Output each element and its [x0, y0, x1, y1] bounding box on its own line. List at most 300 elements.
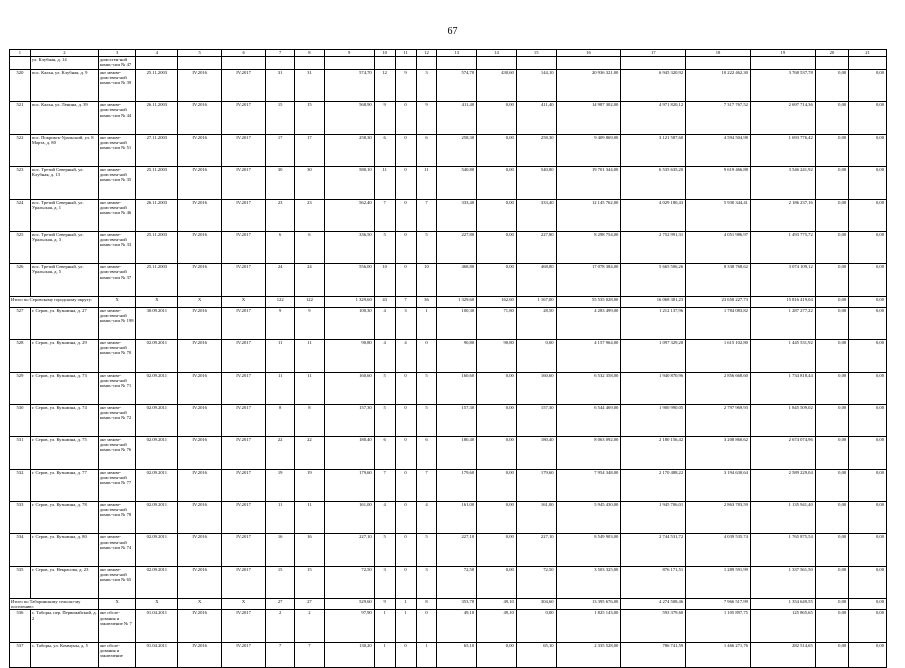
table-cell: X	[98, 296, 136, 307]
table-cell: 11	[295, 372, 324, 404]
table-cell: IV.2016	[178, 404, 222, 436]
table-cell: 24	[266, 264, 295, 296]
table-cell: 0,00	[849, 264, 887, 296]
table-cell: с. Таборы, ул. Коммуны, д. 5	[30, 642, 98, 667]
table-cell: 02.09.2011	[136, 404, 178, 436]
table-cell: 19	[266, 469, 295, 501]
table-cell: IV.2016	[178, 502, 222, 534]
table-cell: 7	[374, 469, 395, 501]
total-label: Итого по Серовскому городскому округу:	[10, 296, 99, 307]
table-row	[10, 404, 887, 436]
table-cell: г. Серов, ул. Кузьмина, д. 75	[30, 437, 98, 469]
column-number: 4	[136, 50, 178, 57]
table-cell: 4 971 820,12	[621, 102, 686, 134]
table-cell: 0,00	[849, 296, 887, 307]
table-cell: 0	[395, 134, 416, 166]
table-cell: 122	[295, 296, 324, 307]
table-cell: 144,10	[516, 70, 556, 102]
table-cell: 574,70	[437, 70, 477, 102]
table-cell	[416, 57, 437, 70]
table-cell: 6	[416, 437, 437, 469]
table-cell: 2 170 488,22	[621, 469, 686, 501]
table-cell: 0,00	[849, 199, 887, 231]
table-cell: 90,80	[324, 340, 374, 372]
table-cell: 0,00	[849, 469, 887, 501]
column-number: 11	[395, 50, 416, 57]
table-cell: 31	[266, 70, 295, 102]
table-cell: 49,10	[477, 610, 517, 642]
table-cell: 4 157 964,00	[556, 340, 621, 372]
column-number: 5	[178, 50, 222, 57]
table-cell: 1 329,60	[324, 296, 374, 307]
table-row	[10, 340, 887, 372]
table-cell: 0,00	[815, 372, 848, 404]
table-cell: 22	[266, 437, 295, 469]
table-cell: 179,60	[516, 469, 556, 501]
table-cell: 0,00	[849, 599, 887, 610]
column-number: 18	[686, 50, 751, 57]
column-number: 2	[30, 50, 98, 57]
table-cell: пос. Третий Северный, ул. Уральская, д. 5	[30, 264, 98, 296]
table-cell: 534	[10, 534, 31, 566]
table-cell: 0,00	[849, 167, 887, 199]
table-cell	[136, 57, 178, 70]
table-cell: 6 544 469,00	[556, 404, 621, 436]
table-cell: 65,10	[516, 642, 556, 667]
column-number: 1	[10, 50, 31, 57]
table-cell: IV.2017	[222, 70, 266, 102]
table-cell: 6	[374, 134, 395, 166]
table-cell: 3	[416, 70, 437, 102]
table-cell: акт межве-домствен-ной комис-сии № 198	[98, 307, 136, 339]
table-cell	[374, 57, 395, 70]
table-cell: 97,90	[324, 610, 374, 642]
table-cell	[10, 57, 31, 70]
table-cell: 157,30	[324, 404, 374, 436]
table-cell: 568,90	[324, 102, 374, 134]
table-cell: акт межве-домствен-ной комис-сии № 74	[98, 534, 136, 566]
table-cell: 100,30	[324, 307, 374, 339]
table-cell: 0,00	[849, 340, 887, 372]
table-cell: акт межве-домствен-ной комис-сии № 78	[98, 502, 136, 534]
table-row	[10, 469, 887, 501]
table-cell: 161,00	[516, 502, 556, 534]
table-cell: г. Серов, ул. Кузьмина, д. 74	[30, 404, 98, 436]
table-row	[10, 231, 887, 263]
table-cell: IV.2017	[222, 340, 266, 372]
table-cell: 3 208 860,62	[686, 437, 751, 469]
table-cell: IV.2016	[178, 340, 222, 372]
table-cell: X	[136, 599, 178, 610]
table-cell: IV.2017	[222, 502, 266, 534]
table-cell	[266, 57, 295, 70]
table-cell: 25.11.2003	[136, 264, 178, 296]
table-cell: 17 078 384,00	[556, 264, 621, 296]
table-cell: 0	[395, 642, 416, 667]
table-cell: 4 029 180,43	[621, 199, 686, 231]
table-cell	[815, 57, 848, 70]
table-cell: 537	[10, 642, 31, 667]
table-cell: 65,10	[437, 642, 477, 667]
table-cell: 3	[374, 566, 395, 598]
table-cell: 5	[416, 534, 437, 566]
table-cell: 2 335 528,00	[556, 642, 621, 667]
table-cell: 530	[10, 404, 31, 436]
table-cell: 3 503 325,00	[556, 566, 621, 598]
table-cell: 5	[374, 534, 395, 566]
table-cell: 0,00	[815, 70, 848, 102]
table-cell: IV.2016	[178, 566, 222, 598]
table-cell: 26.11.2003	[136, 199, 178, 231]
table-cell: X	[98, 599, 136, 610]
table-cell: 23 650 227,73	[686, 296, 751, 307]
table-cell: 180,40	[324, 437, 374, 469]
table-cell: 0,00	[477, 469, 517, 501]
table-cell: 2	[266, 610, 295, 642]
table-cell: 1 354 649,55	[750, 599, 815, 610]
table-cell: 157,30	[516, 404, 556, 436]
table-cell: 1 493 775,72	[750, 231, 815, 263]
table-cell: 0,00	[815, 642, 848, 667]
table-cell: 0,00	[516, 610, 556, 642]
table-cell: 27.11.2003	[136, 134, 178, 166]
table-cell: 15	[295, 566, 324, 598]
table-cell: 5	[416, 404, 437, 436]
table-cell: г. Серов, ул. Некрасова, д. 23	[30, 566, 98, 598]
table-cell: 01.04.2011	[136, 610, 178, 642]
table-cell: 1 693 776,42	[750, 134, 815, 166]
table-cell: IV.2017	[222, 167, 266, 199]
table-cell: пос. Калья, ул. Ленина, д. 39	[30, 102, 98, 134]
table-cell: акт межве-домствен-ной комис-сии № 76	[98, 437, 136, 469]
table-cell: 4	[374, 307, 395, 339]
table-cell: 562,40	[324, 199, 374, 231]
table-cell: 125 865,65	[750, 610, 815, 642]
table-cell: IV.2017	[222, 231, 266, 263]
table-cell: акт межве-домствен-ной комис-сии № 51	[98, 134, 136, 166]
total-row	[10, 296, 887, 307]
table-cell: 90,80	[477, 340, 517, 372]
table-cell: 1 900 990,05	[621, 404, 686, 436]
table-cell: 31	[295, 70, 324, 102]
column-number-row	[10, 50, 887, 57]
table-cell: 122	[266, 296, 295, 307]
table-cell: 72,50	[437, 566, 477, 598]
table-cell: 49,10	[437, 610, 477, 642]
table-cell: X	[178, 296, 222, 307]
table-cell: 1	[374, 642, 395, 667]
table-cell: 49,10	[477, 599, 517, 610]
table-cell: 524	[10, 199, 31, 231]
table-cell: 282 514,65	[750, 642, 815, 667]
table-cell: 4 283 499,00	[556, 307, 621, 339]
table-cell: 7	[295, 642, 324, 667]
table-row	[10, 264, 887, 296]
table-cell: 7	[395, 296, 416, 307]
table-cell: 179,60	[437, 469, 477, 501]
table-cell: 2 180 156,42	[621, 437, 686, 469]
table-cell: 2 589 229,04	[750, 469, 815, 501]
table-cell: 0,00	[849, 642, 887, 667]
table-cell: 130,20	[324, 642, 374, 667]
table-cell: 529,60	[324, 599, 374, 610]
table-cell: IV.2016	[178, 167, 222, 199]
table-cell: 535	[10, 566, 31, 598]
table-cell: 0,00	[815, 610, 848, 642]
table-cell: 30.09.2011	[136, 307, 178, 339]
table-cell: 2 752 991,31	[621, 231, 686, 263]
table-cell: 1	[416, 642, 437, 667]
table-cell: 522	[10, 134, 31, 166]
table-cell: 0	[416, 610, 437, 642]
table-cell: 533	[10, 502, 31, 534]
data-table	[9, 49, 887, 668]
table-cell: 43	[374, 296, 395, 307]
table-cell: 0,00	[849, 102, 887, 134]
table-cell: 5 945 430,00	[556, 502, 621, 534]
table-cell: IV.2016	[178, 437, 222, 469]
table-cell: X	[136, 296, 178, 307]
table-cell: акт межве-домствен-ной комис-сии № 46	[98, 199, 136, 231]
table-cell: 161,00	[324, 502, 374, 534]
table-cell: 0,00	[477, 502, 517, 534]
table-cell: 0,00	[477, 231, 517, 263]
table-cell: 5 665 506,26	[621, 264, 686, 296]
table-cell: акт межве-домствен-ной комис-сии № 65	[98, 566, 136, 598]
table-cell: 02.09.2011	[136, 437, 178, 469]
table-row	[10, 307, 887, 339]
table-cell: IV.2016	[178, 307, 222, 339]
table-cell: 3 074 109,12	[750, 264, 815, 296]
table-cell: 1 615 102,80	[686, 340, 751, 372]
table-cell: 0,00	[849, 437, 887, 469]
table-cell: 0,00	[477, 134, 517, 166]
table-cell: 16 068 381,23	[621, 296, 686, 307]
table-cell: 10	[374, 264, 395, 296]
table-cell: г. Серов, ул. Кузьмина, д. 73	[30, 372, 98, 404]
table-cell: 0,00	[815, 102, 848, 134]
table-cell: 0,00	[477, 199, 517, 231]
table-cell: IV.2016	[178, 134, 222, 166]
column-number: 21	[849, 50, 887, 57]
table-cell: 22	[295, 437, 324, 469]
table-cell: 1 734 818,44	[750, 372, 815, 404]
table-cell: 4 274 508,46	[621, 599, 686, 610]
table-cell: 25.11.2003	[136, 231, 178, 263]
table-cell: 7	[266, 642, 295, 667]
table-cell: г. Серов, ул. Кузьмина, д. 78	[30, 502, 98, 534]
table-cell: 336,50	[324, 231, 374, 263]
table-cell	[556, 57, 621, 70]
table-cell: 20 936 321,00	[556, 70, 621, 102]
table-cell: 12	[374, 70, 395, 102]
column-number: 13	[437, 50, 477, 57]
table-cell: 1 135 941,40	[750, 502, 815, 534]
table-cell: 0,00	[815, 534, 848, 566]
table-cell: 258,30	[324, 134, 374, 166]
table-cell	[686, 57, 751, 70]
table-cell: 786 741,59	[621, 642, 686, 667]
table-cell: 1 167,00	[516, 296, 556, 307]
table-cell: 540,80	[516, 167, 556, 199]
table-cell: 11	[266, 502, 295, 534]
table-cell: 5 930 344,41	[686, 199, 751, 231]
table-cell: ул. Клубная, д. 14	[30, 57, 98, 70]
table-row	[10, 199, 887, 231]
column-number: 8	[295, 50, 324, 57]
table-cell: 227,80	[437, 231, 477, 263]
table-cell: 30	[295, 167, 324, 199]
table-cell: 353,70	[437, 599, 477, 610]
table-cell: 02.09.2011	[136, 372, 178, 404]
table-cell: 0	[416, 340, 437, 372]
table-cell: 1 940 870,96	[621, 372, 686, 404]
table-cell: 5	[374, 372, 395, 404]
table-cell: 526	[10, 264, 31, 296]
table-cell: 1 825 143,00	[556, 610, 621, 642]
table-cell: 527	[10, 307, 31, 339]
table-cell: 10	[416, 264, 437, 296]
table-cell: 72,50	[516, 566, 556, 598]
table-body	[10, 57, 887, 668]
table-cell: 0,00	[849, 231, 887, 263]
table-cell: 02.09.2011	[136, 502, 178, 534]
table-cell: 4	[374, 502, 395, 534]
table-cell: 179,60	[324, 469, 374, 501]
table-cell: 17	[295, 134, 324, 166]
table-cell: 540,80	[437, 167, 477, 199]
table-cell: 0,00	[849, 610, 887, 642]
table-cell: акт межве-домствен-ной комис-сии № 77	[98, 469, 136, 501]
table-cell: 11	[374, 167, 395, 199]
table-cell: 7	[416, 199, 437, 231]
table-cell: 4	[395, 340, 416, 372]
column-number: 12	[416, 50, 437, 57]
table-cell: 0,00	[815, 307, 848, 339]
table-cell: 2 856 668,60	[686, 372, 751, 404]
table-row	[10, 566, 887, 598]
table-cell: IV.2017	[222, 372, 266, 404]
table-cell: 10 222 462,30	[686, 70, 751, 102]
column-number: 9	[324, 50, 374, 57]
table-cell: 529	[10, 372, 31, 404]
table-cell: 556,00	[324, 264, 374, 296]
table-cell	[178, 57, 222, 70]
table-cell: 0,00	[815, 502, 848, 534]
table-cell: 28,50	[516, 307, 556, 339]
table-cell: 0	[395, 404, 416, 436]
table-cell: 0	[395, 167, 416, 199]
table-cell: 30	[266, 167, 295, 199]
table-cell: 0,00	[477, 372, 517, 404]
table-cell: 16	[295, 534, 324, 566]
table-cell: 55 535 028,00	[556, 296, 621, 307]
table-cell: 9	[395, 70, 416, 102]
table-cell	[324, 57, 374, 70]
table-cell: 531	[10, 437, 31, 469]
table-cell: 3	[395, 307, 416, 339]
table-row	[10, 372, 887, 404]
table-cell: 6 535 635,20	[621, 167, 686, 199]
table-cell: 1 765 875,54	[750, 534, 815, 566]
table-cell: 9 409 869,00	[556, 134, 621, 166]
table-cell: 2 697 714,36	[750, 102, 815, 134]
table-cell: 27	[295, 599, 324, 610]
table-cell	[295, 57, 324, 70]
table-cell: 1 784 083,82	[686, 307, 751, 339]
table-cell	[477, 57, 517, 70]
table-cell: 1 287 277,22	[750, 307, 815, 339]
table-cell: 15	[295, 102, 324, 134]
table-cell: 01.04.2011	[136, 642, 178, 667]
table-cell: акт межве-домствен-ной комис-сии № 72	[98, 404, 136, 436]
column-number: 10	[374, 50, 395, 57]
table-cell: 17	[266, 134, 295, 166]
table-cell: г. Серов, ул. Кузьмина, д. 27	[30, 307, 98, 339]
table-cell: 468,80	[516, 264, 556, 296]
table-cell: 7 954 348,00	[556, 469, 621, 501]
table-cell: IV.2017	[222, 264, 266, 296]
table-cell: 1 289 591,99	[686, 566, 751, 598]
table-row	[10, 167, 887, 199]
table-cell: IV.2017	[222, 134, 266, 166]
table-cell: 1 466 271,76	[686, 642, 751, 667]
table-cell: 0,00	[815, 566, 848, 598]
table-cell	[750, 57, 815, 70]
page-number: 67	[447, 26, 458, 37]
table-cell: 9	[266, 307, 295, 339]
table-cell: 1	[374, 610, 395, 642]
table-cell: IV.2016	[178, 264, 222, 296]
table-cell: 5	[416, 372, 437, 404]
table-cell: X	[222, 296, 266, 307]
table-cell: 13 395 676,00	[556, 599, 621, 610]
table-cell: 6 532 358,00	[556, 372, 621, 404]
table-cell: IV.2016	[178, 469, 222, 501]
table-cell: 11	[266, 340, 295, 372]
table-cell: 0,00	[477, 642, 517, 667]
table-cell: IV.2017	[222, 642, 266, 667]
table-cell: 333,40	[516, 199, 556, 231]
table-cell: 02.09.2011	[136, 566, 178, 598]
table-cell: пос. Третий Северный, ул. Уральская, д. 3	[30, 231, 98, 263]
table-row	[10, 642, 887, 667]
table-cell: 23	[266, 199, 295, 231]
table-cell: акт межве-домствен-ной комис-сии № 44	[98, 102, 136, 134]
column-number: 17	[621, 50, 686, 57]
table-cell: с. Таборы, пер. Первомайский, д. 2	[30, 610, 98, 642]
table-cell: IV.2017	[222, 199, 266, 231]
table-cell: IV.2016	[178, 70, 222, 102]
table-cell: 0,00	[516, 340, 556, 372]
table-cell: 0,00	[477, 167, 517, 199]
table-cell	[621, 57, 686, 70]
table-cell: 0,00	[815, 134, 848, 166]
column-number: 15	[516, 50, 556, 57]
table-cell: 26.11.2003	[136, 102, 178, 134]
table-cell: 2 797 969,93	[686, 404, 751, 436]
table-cell: пос. Третий Северный, ул. Уральская, д. 1	[30, 199, 98, 231]
table-cell: 11	[416, 167, 437, 199]
table-cell: 0,00	[477, 437, 517, 469]
table-cell: 1 097 329,28	[621, 340, 686, 372]
table-cell: IV.2016	[178, 642, 222, 667]
table-cell: 0,00	[849, 70, 887, 102]
table-cell: X	[222, 599, 266, 610]
column-number: 14	[477, 50, 517, 57]
table-cell: 1 329,60	[437, 296, 477, 307]
table-cell: 0	[395, 199, 416, 231]
